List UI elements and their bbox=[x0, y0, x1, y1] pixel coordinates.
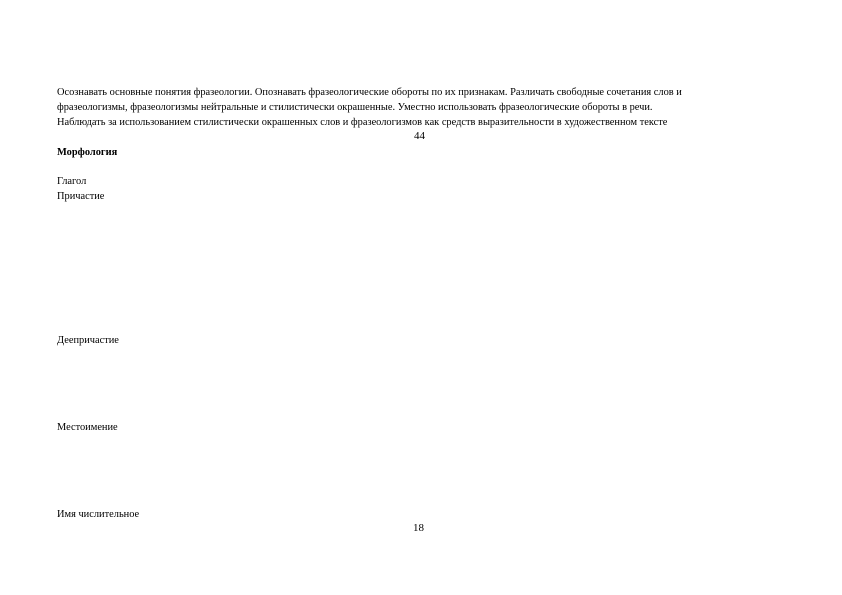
paragraph-line-2: фразеологизмы, фразеологизмы нейтральные и стилистически окрашенные. Уместно использовать фразеологические обороты в речи. bbox=[57, 102, 653, 113]
page-number: 18 bbox=[413, 522, 424, 534]
paragraph-line-1: Осознавать основные понятия фразеологии. Опознавать фразеологические обороты по их признакам. Различать свободные сочетания слов и bbox=[57, 87, 682, 98]
heading-verb: Глагол bbox=[57, 176, 87, 187]
inline-page-number: 44 bbox=[414, 130, 425, 142]
heading-adverbial-participle: Деепричастие bbox=[57, 335, 119, 346]
heading-numeral: Имя числительное bbox=[57, 509, 140, 520]
heading-morphology: Морфология bbox=[57, 147, 118, 158]
heading-pronoun: Местоимение bbox=[57, 422, 118, 433]
heading-participle: Причастие bbox=[57, 191, 105, 202]
paragraph-line-3: Наблюдать за использованием стилистически окрашенных слов и фразеологизмов как средств выразительности в художественном тексте bbox=[57, 117, 668, 128]
